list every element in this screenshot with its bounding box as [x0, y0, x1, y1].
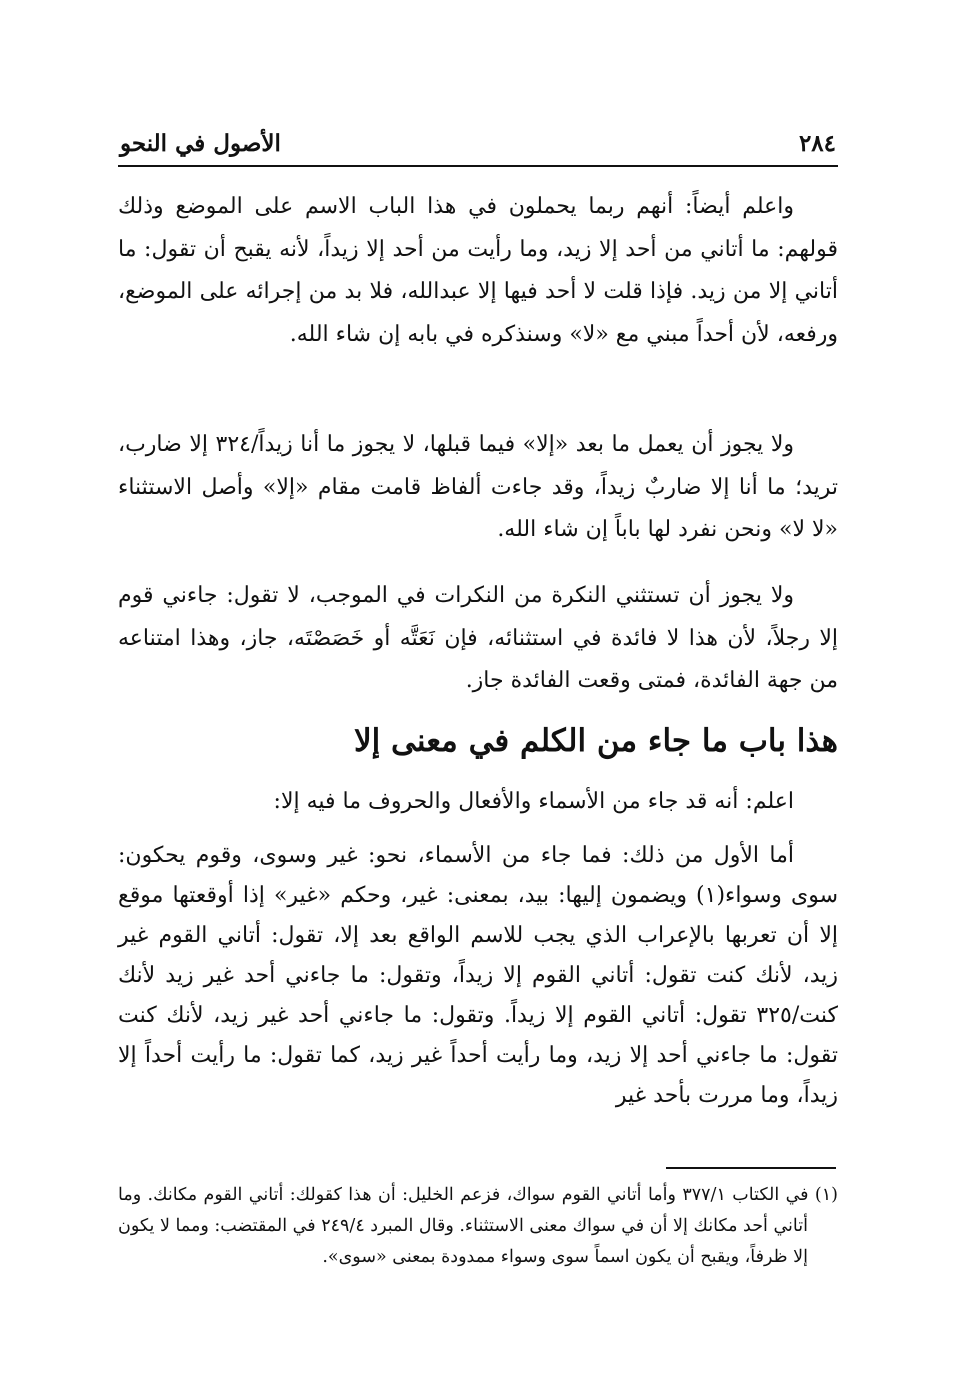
page-number: ٢٨٤ — [798, 130, 836, 157]
paragraph-3-text: ولا يجوز أن تستثني النكرة من النكرات في الموجب، لا تقول: جاءني قوم إلا رجلاً، لأن هذا لا فائدة في استثنائه، فإن نَعَتَّه أو خَصَصْتَه، جاز، وهذا امتناعه من جهة الفائدة، فمتى وقعت الفائدة جاز. — [118, 583, 838, 693]
paragraph-3 — [118, 575, 838, 703]
paragraph-2-text: ولا يجوز أن يعمل ما بعد «إلا» فيما قبلها، لا يجوز ما أنا زيداً/٣٢٤ إلا ضارب، تريد؛ ما أنا إلا ضاربٌ زيداً، وقد جاءت ألفاظ قامت مقام «إلا» وأصل الاستثناء «لا لا» ونحن نفرد لها باباً إن شاء الله. — [118, 432, 838, 542]
paragraph-1-text: واعلم أيضاً: أنهم ربما يحملون في هذا الباب الاسم على الموضع وذلك قولهم: ما أتاني من أحد إلا زيد، وما رأيت من أحد إلا زيداً، لأنه يقبح أن تقول: ما أتاني إلا من زيد. فإذا قلت لا أحد فيها إلا عبدالله، فلا بد من إجرائه على الموضع، ورفعه، لأن أحداً مبني مع «لا» وسنذكره في بابه إن شاء الله. — [118, 194, 838, 347]
paragraph-5-text: أما الأول من ذلك: فما جاء من الأسماء، نحو: غير وسوى، وقوم يحكون: سوى وسواء(١) ويضمون إليها: بيد، بمعنى: غير، وحكم «غير» إذا أوقعتها موقع إلا أن تعربها بالإعراب الذي يجب للاسم الواقع بعد إلا، تقول: أتاني القوم غير زيد، لأنك كنت تقول: أتاني القوم إلا زيداً، وتقول: ما جاءني أحد غير زيد لأنك كنت/٣٢٥ تقول: أتاني القوم إلا زيداً. وتقول: ما جاءني أحد غير زيد، لأنك كنت تقول: ما جاءني أحد إلا زيد، وما رأيت أحداً غير زيد، كما تقول: ما رأيت أحداً إلا زيداً، وما مررت بأحد غير — [118, 843, 839, 1108]
paragraph-2 — [118, 424, 838, 552]
footnote-text: (١) في الكتاب ٣٧٧/١ وأما أتاني القوم سواك، فزعم الخليل: أن هذا كقولك: أتاني القوم مكانك. وما أتاني أحد مكانك إلا أن في سواك معنى الاستثناء. وقال المبرد ٢٤٩/٤ في المقتضب: ومما لا يكون إلا ظرفاً، ويقبح أن يكون اسماً سوى وسواء ممدودة بمعنى «سوى». — [118, 1185, 838, 1267]
paragraph-4 — [118, 781, 838, 824]
book-title: الأصول في النحو — [120, 130, 281, 157]
paragraph-4-text: اعلم: أنه قد جاء من الأسماء والأفعال والحروف ما فيه إلا: — [273, 789, 794, 814]
footnote-divider — [666, 1167, 836, 1169]
section-heading: هذا باب ما جاء من الكلم في معنى إلا — [353, 723, 838, 759]
running-header — [120, 122, 836, 162]
paragraph-1 — [118, 186, 838, 356]
header-divider — [118, 165, 838, 167]
paragraph-5 — [118, 836, 838, 1116]
footnote — [118, 1180, 838, 1273]
